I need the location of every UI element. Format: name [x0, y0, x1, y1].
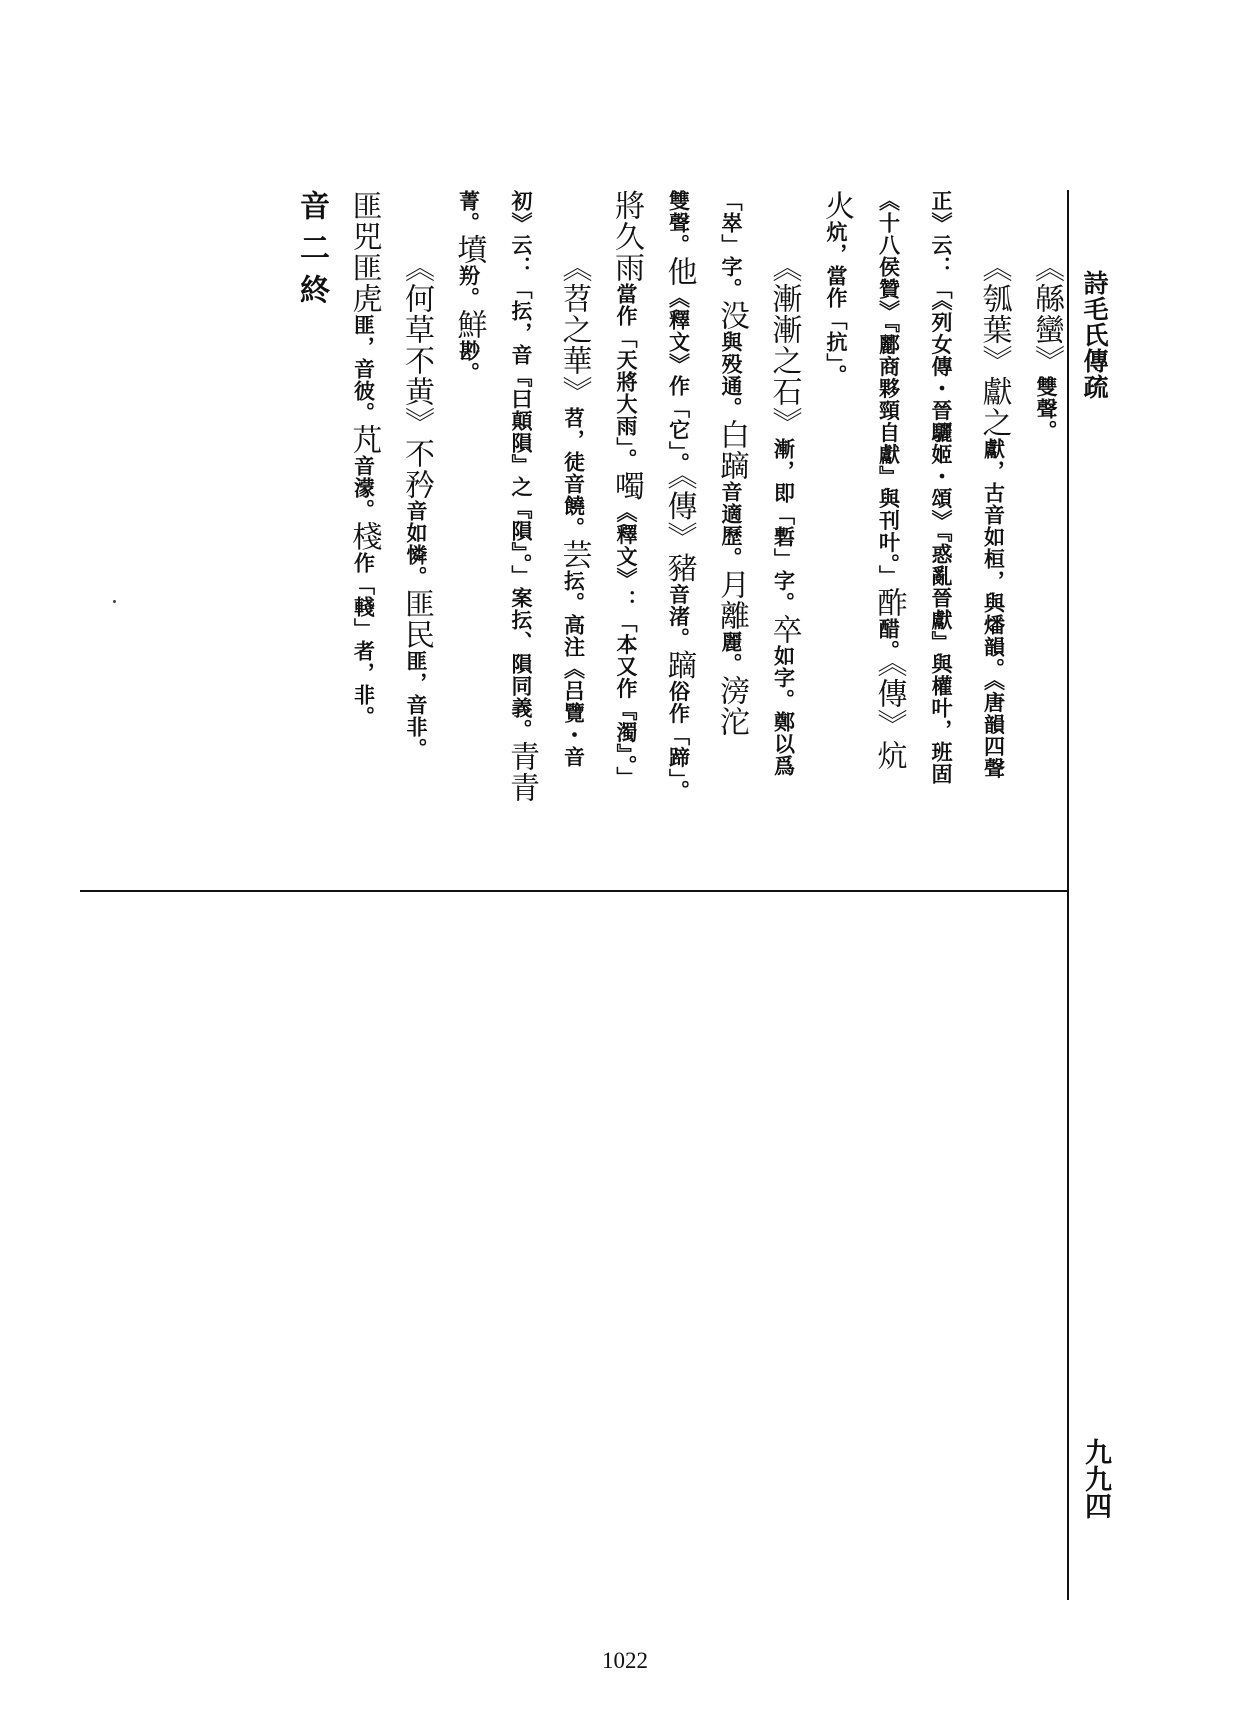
- running-title: 詩毛氏傳疏: [1080, 270, 1109, 400]
- annotation-text: 匪，音非。: [404, 650, 429, 760]
- annotation-text: 《十八侯贊》『酈商夥頸自獻』與刊叶。」: [876, 190, 902, 587]
- ink-speck: [113, 600, 116, 603]
- text-column: [705, 190, 757, 880]
- text-column: [758, 190, 810, 942]
- text-column: [600, 190, 652, 880]
- text-column: [285, 190, 337, 880]
- annotation-text: 羒。: [456, 265, 482, 309]
- text-column: [915, 190, 967, 880]
- main-text: 火: [819, 190, 854, 221]
- main-text: 《苕之華》: [556, 252, 592, 407]
- annotation-text: 醋。: [876, 618, 902, 662]
- annotation-text: 苕，徒音饒。: [561, 407, 587, 539]
- main-text: 匪民: [399, 588, 434, 650]
- main-text: 《何草不黄》不矜: [399, 252, 434, 500]
- annotation-text: 作「輚」者，非。: [351, 552, 377, 728]
- annotation-text: 《釋文》作「它」。: [666, 287, 692, 475]
- leaf-number: 九九四: [1080, 1438, 1111, 1519]
- main-text: 棧: [346, 521, 382, 552]
- main-text: 鮮: [451, 309, 487, 340]
- main-text: 噣: [609, 470, 644, 502]
- text-column: [863, 190, 915, 880]
- annotation-text: 漸，即「磛」字。: [771, 438, 797, 614]
- main-text: 《漸漸之石》: [766, 252, 802, 438]
- main-text: 青青: [504, 741, 539, 803]
- main-text: 將久雨: [609, 190, 644, 283]
- annotation-text: 「崒」字。: [719, 190, 744, 300]
- main-text: 芃: [346, 424, 382, 455]
- annotation-text: 音渚。: [666, 583, 692, 650]
- main-text: 音二終: [294, 190, 329, 316]
- annotation-text: 雙聲。: [1034, 376, 1059, 442]
- annotation-text: 音濛。: [351, 455, 377, 521]
- annotation-text: 雙聲。: [666, 190, 692, 256]
- main-text: 月離: [714, 569, 749, 631]
- main-text: 蹢: [661, 649, 697, 681]
- annotation-text: 音如憐。: [404, 500, 429, 588]
- annotation-text: 炕，當作「抗」。: [824, 221, 849, 387]
- annotation-text: 俗作「蹄」。: [666, 680, 692, 802]
- text-column: [1020, 190, 1072, 942]
- annotation-text: 音適歷。: [719, 481, 744, 569]
- annotation-text: 獻，古音如桓，與燔韻。《唐韻四聲: [981, 438, 1007, 780]
- vertical-text-block: [175, 190, 1064, 890]
- annotation-text: 尠。: [456, 340, 482, 384]
- annotation-text: 與殁通。: [719, 331, 744, 419]
- text-column: [653, 190, 705, 880]
- main-text: 芸: [556, 539, 592, 570]
- annotation-text: 菁。: [456, 190, 482, 234]
- main-text: 《傳》炕: [871, 662, 907, 771]
- text-column: [338, 190, 390, 880]
- annotation-text: 麗。: [719, 631, 744, 675]
- annotation-text: 《釋文》：「本又作『濁』。」: [614, 501, 639, 789]
- main-text: 他: [661, 256, 697, 287]
- page-number: 1022: [602, 1648, 648, 1673]
- text-column: [495, 190, 547, 880]
- text-column: [810, 190, 862, 880]
- text-column: [443, 190, 495, 880]
- annotation-text: 如字。鄭以爲: [771, 645, 797, 777]
- main-text: 没: [714, 300, 749, 331]
- main-text: 《瓠葉》獻之: [976, 252, 1012, 438]
- annotation-text: 匪，音彼。: [351, 314, 377, 424]
- annotation-text: 初》云：「抎，音『曰顛隕』之『隕』。」案抎、隕同義。: [509, 190, 534, 741]
- main-text: 《緜蠻》: [1029, 252, 1064, 376]
- annotation-text: 正》云：「《列女傳・晉驪姬・頌》『惑亂晉獻』與權叶，班固: [929, 190, 954, 785]
- main-text: 《傳》豬: [661, 474, 697, 584]
- main-text: 墳: [451, 234, 487, 265]
- main-text: 酢: [871, 587, 907, 618]
- text-column: [390, 190, 442, 942]
- main-text: 卒: [766, 614, 802, 645]
- text-column: [548, 190, 600, 942]
- main-text: 匪兕匪虎: [346, 190, 382, 314]
- annotation-text: 高注《吕覽・音: [561, 614, 587, 768]
- main-text: 白蹢: [714, 419, 749, 481]
- annotation-text: 抎。: [561, 570, 587, 614]
- main-text: 滂沱: [714, 675, 749, 737]
- annotation-text: 當作「天將大雨」。: [614, 283, 639, 471]
- text-column: [968, 190, 1020, 942]
